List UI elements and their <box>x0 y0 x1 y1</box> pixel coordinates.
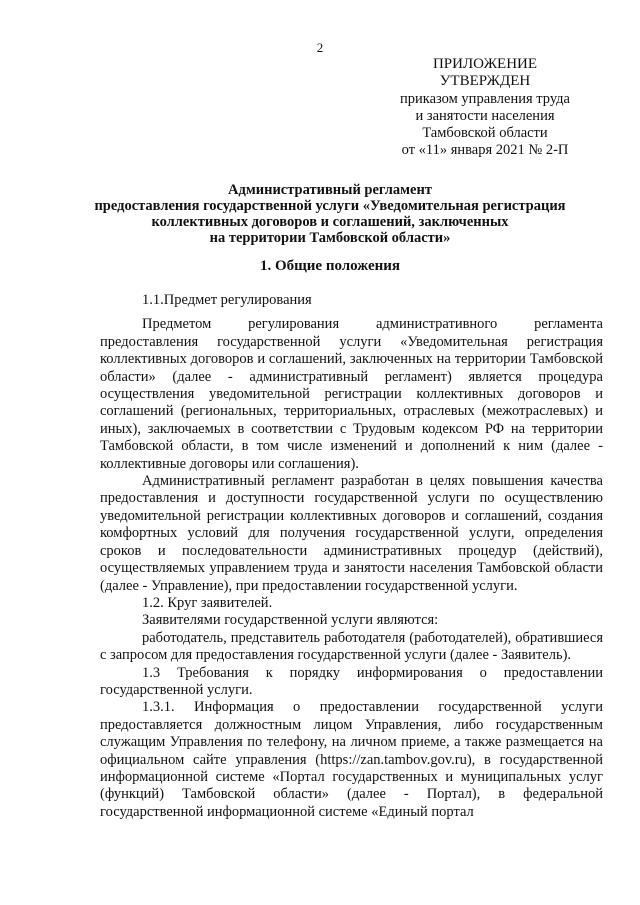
approval-stamp <box>380 56 590 160</box>
approval-approved-label: УТВЕРЖДЕН <box>439 73 531 90</box>
document-body <box>100 292 603 821</box>
subsection-heading: 1.2. Круг заявителей. <box>142 594 273 611</box>
approval-appendix-label: ПРИЛОЖЕНИЕ <box>432 56 538 72</box>
title-line: коллективных договоров и соглашений, заключенных <box>151 214 509 230</box>
approval-department-line: и занятости населения <box>415 107 555 124</box>
title-line: предоставления государственной услуги «Уведомительная регистрация <box>94 198 566 214</box>
title-line: Административный регламент <box>228 182 432 198</box>
subsection-heading: 1.1.Предмет регулирования <box>142 292 312 308</box>
body-paragraph: работодатель, представитель работодателя (работодателей), обратившиеся с запросом для предоставления государственной услуги (далее - Заявитель). <box>100 629 603 664</box>
approval-region-line: Тамбовской области <box>422 125 548 142</box>
approval-date-number: от «11» января 2021 № 2-П <box>401 142 569 159</box>
subsection-heading: 1.3 Требования к порядку информирования о предоставлении государственной услуги. <box>100 664 603 698</box>
body-paragraph: Предметом регулирования административного регламента предоставления государственной услуги «Уведомительная регистрация коллективных договоров и соглашений, заключенных на территории Тамбовской области» (далее - административный регламент) является процедура осуществления уведомительной регистрации коллективных договоров и соглашений (региональных, территориальных, отраслевых (межотраслевых) и иных), заключаемых в соответствии с Трудовым кодексом РФ на территории Тамбовской области, в том числе изменений и дополнений к ним (далее - коллективные договоры или соглашения). <box>100 316 603 472</box>
approval-order-line: приказом управления труда <box>399 90 570 107</box>
body-paragraph: 1.3.1. Информация о предоставлении государственной услуги предоставляется должностным лицом Управления, либо государственным служащим Управления по телефону, на личном приеме, а также размещается на официальном сайте управления (https://zan.tambov.gov.ru), в государственной информационной системе «Портал государственных и муниципальных услуг (функций) Тамбовской области» (далее - Портал), в федеральной государственной информационной системе «Единый портал <box>100 699 603 820</box>
section-heading: 1. Общие положения <box>259 258 401 274</box>
page-number: 2 <box>316 40 324 55</box>
document-title <box>60 182 600 246</box>
title-line: на территории Тамбовской области» <box>209 230 451 246</box>
body-paragraph: Административный регламент разработан в целях повышения качества предоставления и доступности государственной услуги по осуществлению уведомительной регистрации коллективных договоров и соглашений, создания комфортных условий для получения государственной услуги, определения сроков и последовательности административных процедур (действий), осуществляемых управлением труда и занятости населения Тамбовской области (далее - Управление), при предоставлении государственной услуги. <box>100 473 603 594</box>
body-paragraph: Заявителями государственной услуги являются: <box>142 612 439 629</box>
